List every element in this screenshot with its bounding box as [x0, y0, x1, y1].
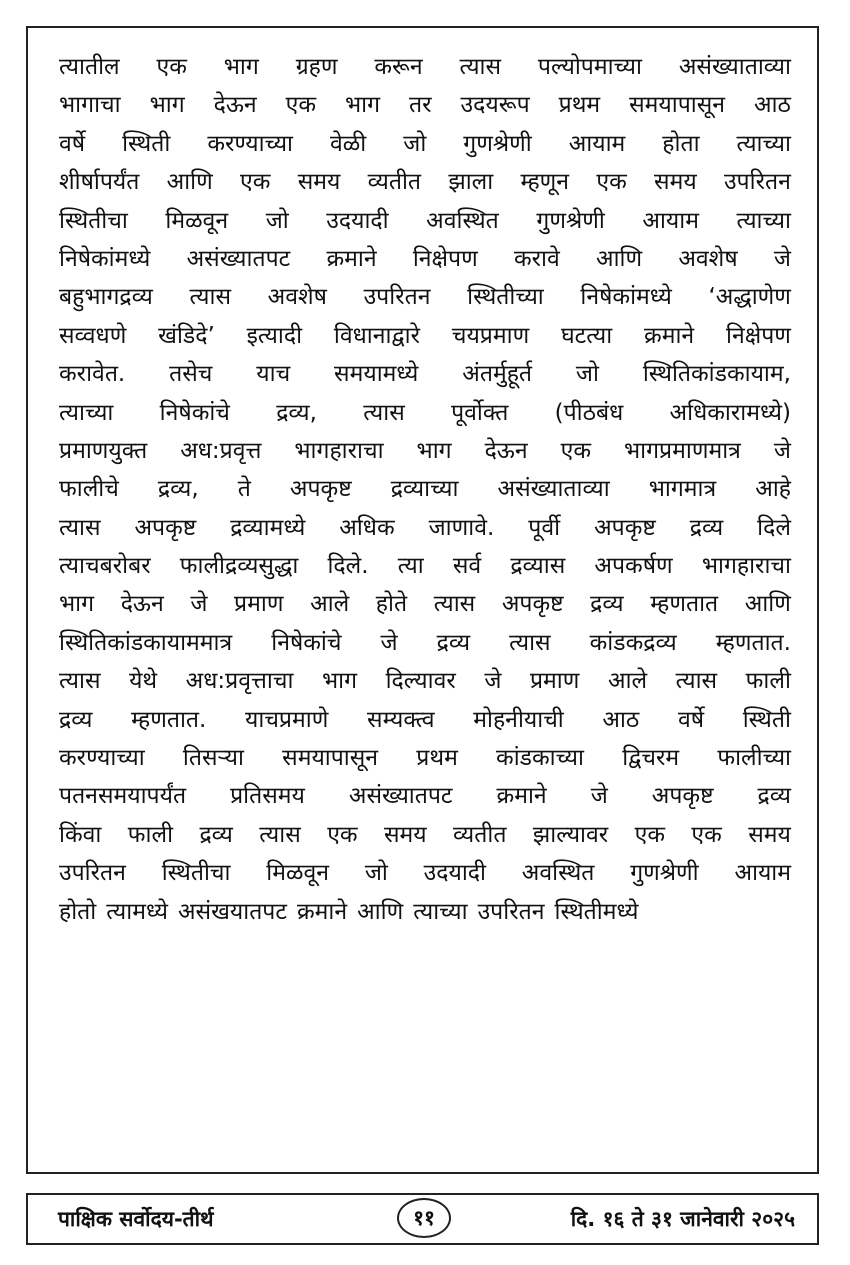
word: भागप्रमाणमात्र: [623, 437, 741, 464]
word: एक: [285, 92, 317, 119]
word: उदयादी: [326, 207, 389, 234]
text-line: [59, 509, 791, 547]
word: प्रतिसमय: [230, 783, 305, 810]
word: द्विचरम: [622, 745, 680, 772]
word: द्रव्यामध्ये: [230, 514, 306, 541]
word: स्थितिकांडकायाममात्र: [59, 629, 233, 656]
word: वर्षे: [59, 130, 86, 157]
word: जे: [773, 437, 791, 464]
word: झाला: [448, 169, 494, 196]
word: जो: [575, 361, 599, 388]
word: जाणावे.: [428, 514, 495, 541]
word: त्यास: [433, 591, 476, 618]
word: जो: [403, 130, 427, 157]
word: समयामध्ये: [334, 361, 419, 388]
word: करावे: [513, 245, 560, 272]
word: आठ: [754, 92, 791, 119]
word: भाग: [345, 92, 381, 119]
word: त्याच्या: [736, 130, 791, 157]
word: असंख्यातपट: [186, 245, 291, 272]
footer-bar: [26, 1193, 819, 1245]
text-line: [59, 777, 791, 815]
word: समयापासून: [282, 745, 379, 772]
word: द्रव्य,: [276, 399, 317, 426]
text-line: [59, 202, 791, 240]
word: स्थितीच्या: [467, 284, 544, 311]
text-line: [59, 854, 791, 892]
word: द्रव्य: [436, 629, 471, 656]
text-line: [59, 278, 791, 316]
word: अंतर्मुहूर्त: [462, 361, 533, 388]
word: भाग: [416, 437, 452, 464]
word: आणि: [596, 245, 643, 272]
word: प्रथम: [416, 745, 458, 772]
word: भाग: [321, 668, 358, 695]
word: अवशेष: [267, 284, 327, 311]
word: अपकृष्ट: [289, 476, 352, 503]
word: बहुभागद्रव्य: [59, 284, 153, 311]
word: भागमात्र: [648, 476, 717, 503]
word: त्याच्या: [59, 399, 114, 426]
text-line: [59, 48, 791, 86]
word: व्यतीत: [367, 169, 422, 196]
text-line: [59, 432, 791, 470]
word: त्यास: [363, 399, 405, 426]
word: म्हणतात.: [131, 706, 207, 733]
word: तिसऱ्या: [182, 745, 244, 772]
text-line: [59, 701, 791, 739]
word: एक: [156, 54, 187, 80]
word: सर्व: [452, 553, 482, 580]
word: जे: [484, 668, 502, 695]
word: स्थितिकांडकायाम,: [642, 361, 791, 388]
word: गुणश्रेणी: [463, 130, 532, 157]
word: मिळवून: [266, 860, 330, 887]
word: होते: [375, 591, 408, 618]
word: घटत्या: [561, 322, 613, 349]
word: भाग: [223, 54, 259, 80]
word: कांडकद्रव्य: [589, 629, 677, 656]
word: क्रमाने: [496, 783, 547, 810]
word: त्याचबरोबर: [59, 553, 151, 580]
text-line: [59, 163, 791, 201]
word: जे: [190, 591, 208, 618]
word: अध:प्रवृत्ताचा: [185, 668, 294, 695]
word: होतो: [59, 898, 97, 925]
word: म्हणतात: [650, 591, 719, 618]
text-line: [59, 662, 791, 700]
text-line: [59, 125, 791, 163]
word: स्थितीचा: [161, 860, 231, 887]
word: भागहाराचा: [701, 553, 791, 580]
word: असंख्यातपट: [348, 783, 453, 810]
word: एक: [560, 437, 591, 464]
word: आयाम: [642, 207, 699, 234]
word: प्रमाणयुक्त: [59, 437, 148, 464]
word: द्रव्य: [199, 821, 233, 848]
word: त्यामध्ये: [106, 898, 168, 925]
word: प्रमाण: [234, 591, 284, 618]
word: आले: [607, 668, 648, 695]
text-line: [59, 547, 791, 585]
word: जे: [590, 783, 608, 810]
page-number: ११: [397, 1198, 451, 1238]
word: समय: [748, 821, 791, 848]
word: एक: [634, 821, 665, 848]
word: असंख्याताव्या: [678, 54, 791, 80]
word: फालीच्या: [717, 745, 791, 772]
word: निषेकांमध्ये: [580, 284, 672, 311]
word: फालीचे: [59, 476, 119, 503]
word: निक्षेपण: [412, 245, 478, 272]
text-line: [59, 624, 791, 662]
word: ‘अद्धाणेण: [708, 284, 791, 311]
text-line: [59, 739, 791, 777]
word: होता: [662, 130, 700, 157]
word: उदयरूप: [460, 92, 530, 119]
word: सम्यक्त्व: [367, 706, 435, 733]
body-text: [59, 48, 791, 931]
word: क्रमाने: [644, 322, 695, 349]
word: आणि: [166, 169, 213, 196]
word: पल्योपमाच्या: [537, 54, 642, 80]
text-line: [59, 816, 791, 854]
word: आले: [310, 591, 350, 618]
word: समय: [383, 821, 427, 848]
word: निषेकांचे: [271, 629, 342, 656]
word: येथे: [129, 668, 158, 695]
word: अपकर्षण: [594, 553, 673, 580]
word: चयप्रमाण: [451, 322, 530, 349]
word: त्यास: [459, 54, 502, 80]
word: द्रव्य: [757, 783, 791, 810]
word: निषेकांमध्ये: [59, 245, 151, 272]
word: तर: [409, 92, 432, 119]
word: आयाम: [734, 860, 791, 887]
text-line: [59, 470, 791, 508]
word: किंवा: [59, 821, 102, 848]
word: करावेत.: [59, 361, 126, 388]
word: त्याच्या: [413, 898, 468, 925]
word: (पीठबंध: [554, 399, 624, 426]
word: समयापासून: [629, 92, 726, 119]
word: द्रव्य: [590, 591, 624, 618]
word: त्यास: [59, 668, 101, 695]
word: दिले: [757, 514, 791, 541]
word: आयाम: [568, 130, 626, 157]
text-line: [59, 240, 791, 278]
word: भाग: [149, 92, 185, 119]
word: उपरितन: [363, 284, 431, 311]
word: निषेकांचे: [159, 399, 230, 426]
word: त्याच्या: [736, 207, 791, 234]
word: आणि: [357, 898, 404, 925]
word: एक: [240, 169, 271, 196]
word: ग्रहण: [295, 54, 338, 80]
word: पूर्वी: [528, 514, 561, 541]
text-line: [59, 394, 791, 432]
word: उपरितन: [477, 898, 545, 925]
word: भागाचा: [59, 92, 121, 119]
word: गुणश्रेणी: [630, 860, 699, 887]
word: अपकृष्ट: [594, 514, 656, 541]
text-frame: [26, 26, 819, 1174]
word: उपरितन: [59, 860, 126, 887]
word: अवस्थित: [521, 860, 595, 887]
word: त्यास: [259, 821, 301, 848]
text-line: [59, 86, 791, 124]
word: ते: [237, 476, 251, 503]
word: याच: [256, 361, 291, 388]
word: त्यास: [675, 668, 718, 695]
word: समय: [297, 169, 341, 196]
word: शीर्षापर्यंत: [59, 169, 140, 196]
word: झाल्यावर: [532, 821, 609, 848]
word: अपकृष्ट: [501, 591, 564, 618]
word: द्रव्य: [689, 514, 724, 541]
word: करण्याच्या: [207, 130, 294, 157]
text-line: [59, 355, 791, 393]
word: करण्याच्या: [59, 745, 145, 772]
word: प्रमाण: [529, 668, 580, 695]
word: तसेच: [169, 361, 213, 388]
word: भाग: [59, 591, 95, 618]
word: आहे: [755, 476, 791, 503]
word: एक: [691, 821, 722, 848]
word: पतनसमयापर्यंत: [59, 783, 187, 810]
word: वेळी: [330, 130, 367, 157]
word: इत्यादी: [246, 322, 303, 349]
word: करून: [374, 54, 423, 80]
word: भागहाराचा: [294, 437, 384, 464]
word: निक्षेपण: [726, 322, 791, 349]
word: मोहनीयाची: [473, 706, 564, 733]
word: जो: [364, 860, 388, 887]
word: स्थिती: [122, 130, 171, 157]
word: सव्वधणे: [59, 322, 127, 349]
text-line: [59, 317, 791, 355]
word: गुणश्रेणी: [536, 207, 605, 234]
word: स्थितीमध्ये: [554, 898, 639, 925]
word: याचप्रमाणे: [245, 706, 329, 733]
word: द्रव्य,: [157, 476, 199, 503]
word: द्रव्य: [59, 706, 93, 733]
word: समय: [654, 169, 697, 196]
word: उपरितन: [723, 169, 791, 196]
word: अवस्थित: [426, 207, 499, 234]
word: एक: [596, 169, 627, 196]
word: दिल्यावर: [385, 668, 456, 695]
word: त्या: [397, 553, 424, 580]
word: स्थिती: [742, 706, 791, 733]
word: म्हणतात.: [715, 629, 791, 656]
word: फाली: [745, 668, 791, 695]
word: अध:प्रवृत्त: [180, 437, 262, 464]
word: विधानाद्वारे: [333, 322, 421, 349]
word: जे: [773, 245, 791, 272]
word: म्हणून: [520, 169, 570, 196]
word: त्यास: [509, 629, 551, 656]
word: उदयादी: [423, 860, 486, 887]
word: क्रमाने: [296, 898, 348, 925]
word: फालीद्रव्यसुद्धा: [179, 553, 299, 580]
word: जो: [265, 207, 289, 234]
word: फाली: [127, 821, 174, 848]
text-line: [59, 585, 791, 623]
word: वर्षे: [677, 706, 705, 733]
issue-date: दि. १६ ते ३१ जानेवारी २०२५: [570, 1207, 795, 1231]
text-line: [59, 893, 791, 931]
word: पूर्वोक्त: [451, 399, 509, 426]
word: कांडकाच्या: [496, 745, 584, 772]
word: असंख्याताव्या: [497, 476, 610, 503]
word: अवशेष: [678, 245, 738, 272]
word: मिळवून: [165, 207, 229, 234]
word: त्यास: [189, 284, 231, 311]
word: असंखयातपट: [177, 898, 287, 925]
word: अपकृष्ट: [134, 514, 197, 541]
word: देऊन: [120, 591, 164, 618]
word: स्थितीचा: [59, 207, 128, 234]
word: त्यातील: [59, 54, 120, 80]
word: आठ: [602, 706, 640, 733]
word: अपकृष्ट: [651, 783, 714, 810]
word: अधिकारामध्ये): [669, 399, 791, 426]
word: आणि: [744, 591, 791, 618]
word: देऊन: [484, 437, 528, 464]
word: प्रथम: [558, 92, 601, 119]
word: त्यास: [59, 514, 101, 541]
word: व्यतीत: [453, 821, 507, 848]
publication-title: पाक्षिक सर्वोदय-तीर्थ: [58, 1207, 214, 1231]
word: खंडिदे’: [158, 322, 215, 349]
word: दिले.: [327, 553, 369, 580]
word: एक: [327, 821, 358, 848]
word: द्रव्यास: [510, 553, 566, 580]
word: द्रव्याच्या: [390, 476, 459, 503]
word: जे: [380, 629, 398, 656]
word: देऊन: [213, 92, 257, 119]
word: क्रमाने: [326, 245, 377, 272]
word: अधिक: [339, 514, 395, 541]
